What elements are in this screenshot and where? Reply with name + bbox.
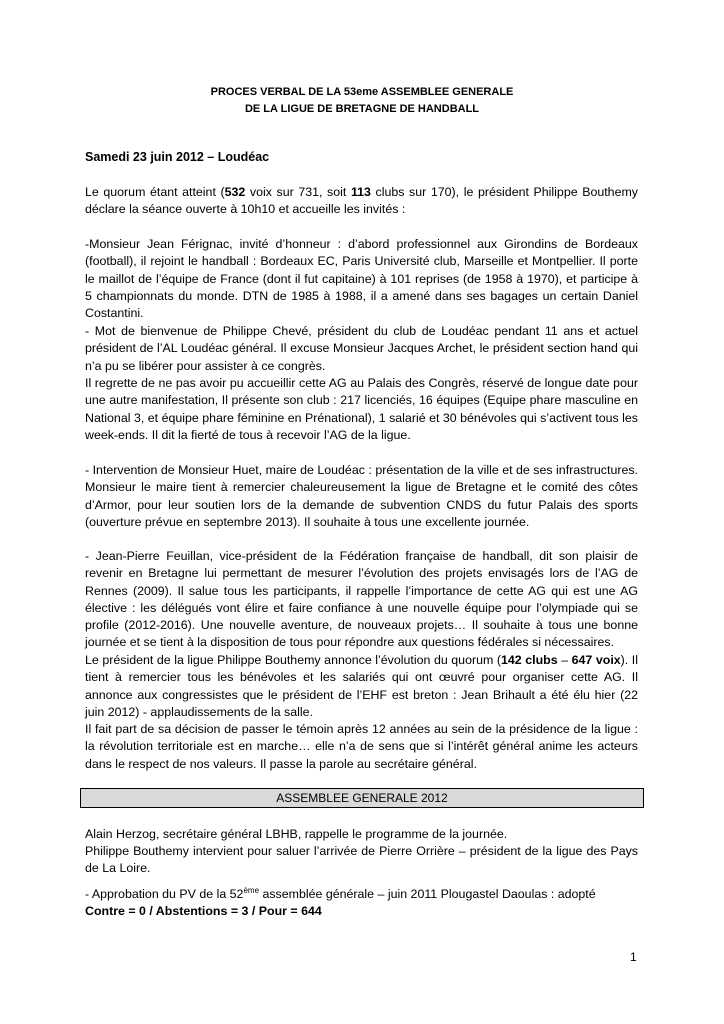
- section-banner: ASSEMBLEE GENERALE 2012: [80, 788, 644, 808]
- quorum-paragraph: Le quorum étant atteint (532 voix sur 731, soit 113 clubs sur 170), le président Philippe Bouthemy déclare la séance ouverte à 10h10 et accueille les invités :: [85, 185, 638, 217]
- page-number: 1: [630, 950, 637, 964]
- document-title-line-1: PROCES VERBAL DE LA 53eme ASSEMBLEE GENERALE: [210, 86, 514, 98]
- vote-result: Contre = 0 / Abstentions = 3 / Pour = 644: [85, 904, 322, 918]
- document-title-line-2: DE LA LIGUE DE BRETAGNE DE HANDBALL: [244, 103, 480, 115]
- approval-paragraph: - Approbation du PV de la 52ème assemblée générale – juin 2011 Plougastel Daoulas : adopté: [85, 885, 596, 901]
- club-presentation-paragraph: Il regrette de ne pas avoir pu accueillir cette AG au Palais des Congrès, réservé de longue date pour une autre manifestation, Il présente son club : 217 licenciés, 16 équipes (Equipe phare masculine en National 3, et équipe phare féminine en Prénational), 1 salarié et 30 bénévoles qui s’activent tous les week-ends. Il dit la fierté de tous à recevoir l’AG de la ligue.: [85, 376, 638, 442]
- quorum-evolution-paragraph: Le président de la ligue Philippe Bouthemy annonce l’évolution du quorum (142 clubs – 647 voix). Il tient à remercier tous les bénévoles et les salariés qui ont œuvré pour organiser cette AG. Il annonce aux congressistes que le président de l’EHF est breton : Jean Brihault a été élu hier (22 juin 2012) - applaudissements de la salle.: [85, 653, 638, 719]
- welcome-cheve-paragraph: - Mot de bienvenue de Philippe Chevé, président du club de Loudéac pendant 11 ans et actuel président de l’AL Loudéac général. Il excuse Monsieur Jacques Archet, le président section hand qui n’a pu se libérer pour assister à ce congrès.: [85, 324, 638, 373]
- guest-ferignac-paragraph: -Monsieur Jean Férignac, invité d’honneur : d’abord professionnel aux Girondins de Bordeaux (football), il rejoint le handball : Bordeaux EC, Paris Université club, Marseille et Montpellier. Il porte le maillot de l’équipe de France (dont il fut capitaine) à 101 reprises (de 1958 à 1970), et participe à 5 championnats du monde. DTN de 1985 à 1988, il a amené dans ses bagages un certain Daniel Costantini.: [85, 237, 638, 321]
- secretary-paragraph: Alain Herzog, secrétaire général LBHB, rappelle le programme de la journée.: [85, 827, 508, 841]
- president-decision-paragraph: Il fait part de sa décision de passer le témoin après 12 années au sein de la présidence de la ligue : la révolution territoriale est en marche… elle n’a de sens que si l’intérêt général anime les acteurs dans le respect de nos valeurs. Il passe la parole au secrétaire général.: [85, 722, 638, 771]
- mayor-huet-paragraph: - Intervention de Monsieur Huet, maire de Loudéac : présentation de la ville et de ses infrastructures. Monsieur le maire tient à remercier chaleureusement la ligue de Bretagne et le comité des côtes d’Armor, pour leur soutien lors de la demande de subvention CNDS du futur Palais des sports (ouverture prévue en septembre 2013). Il souhaite à tous une excellente journée.: [85, 463, 638, 529]
- feuillan-paragraph: - Jean-Pierre Feuillan, vice-président de la Fédération française de handball, dit son plaisir de revenir en Bretagne lui permettant de mesurer l’évolution des projets envisagés lors de l’AG de Rennes (2009). Il salue tous les participants, il rappelle l’importance de cette AG qui est une AG élective : les délégués vont élire et faire confiance à une nouvelle équipe pour l’olympiade qui se profile (2012-2016). Une nouvelle aventure, de nouveaux projets… Il souhaite à tous une bonne journée et se tient à la disposition de tous pour répondre aux questions fédérales si nécessaires.: [85, 549, 638, 650]
- orriere-paragraph: Philippe Bouthemy intervient pour saluer l’arrivée de Pierre Orrière – président de la ligue des Pays de La Loire.: [85, 844, 638, 876]
- meeting-date: Samedi 23 juin 2012 – Loudéac: [85, 150, 270, 164]
